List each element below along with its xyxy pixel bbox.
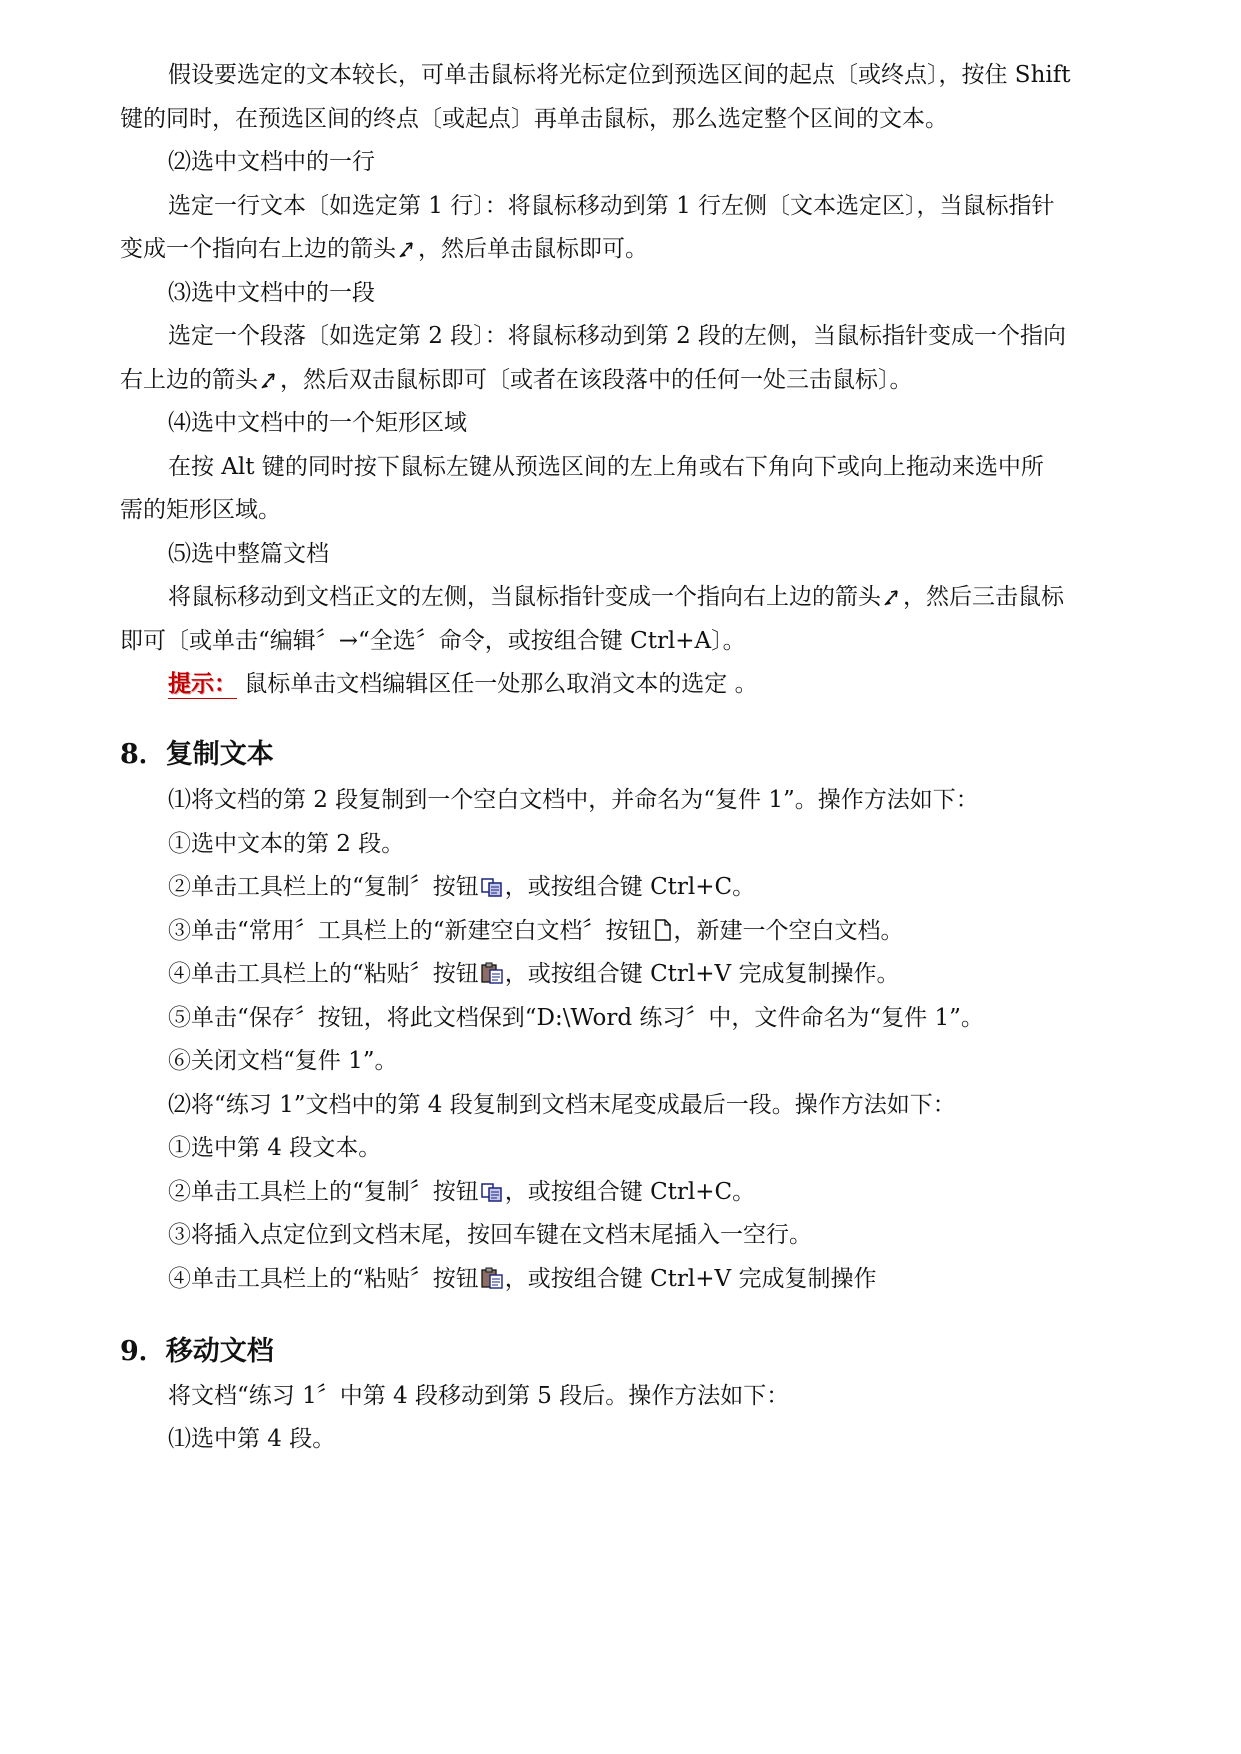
- copy-icon: [481, 877, 503, 897]
- list-item: [168, 1220, 1130, 1250]
- paragraph-line: [120, 365, 1130, 395]
- paragraph-line: [168, 60, 1130, 90]
- list-item: [168, 872, 1130, 902]
- line-text: 变成一个指向右上边的箭头: [120, 236, 396, 262]
- select-arrow-icon: [883, 587, 901, 607]
- heading-text: 8．复制文本: [120, 739, 274, 770]
- line-text: 需的矩形区域。: [120, 497, 281, 523]
- line-text: ，然后三击鼠标: [903, 584, 1064, 610]
- line-text: ②单击工具栏上的“复制〞按钮: [168, 874, 479, 900]
- list-item: [168, 278, 1130, 308]
- list-item: [168, 1003, 1130, 1033]
- line-text: 将鼠标移动到文档正文的左侧，当鼠标指针变成一个指向右上边的箭头: [168, 584, 881, 610]
- line-text: ⑤单击“保存〞按钮，将此文档保到“D:\Word 练习〞中，文件命名为“复件 1”。: [168, 1005, 984, 1031]
- paragraph-line: [120, 495, 1130, 525]
- paragraph-line: [120, 234, 1130, 264]
- list-item: [168, 785, 1130, 815]
- paragraph-line: [168, 1381, 1130, 1411]
- line-text: ⑴选中第 4 段。: [168, 1426, 336, 1452]
- select-arrow-icon: [398, 239, 416, 259]
- paragraph-line: [168, 191, 1130, 221]
- list-item: [168, 916, 1130, 946]
- line-text: ，或按组合键 Ctrl+V 完成复制操作。: [504, 961, 900, 987]
- section-heading: [120, 738, 1130, 772]
- line-text: ①选中文本的第 2 段。: [168, 831, 405, 857]
- list-item: [168, 539, 1130, 569]
- line-text: 右上边的箭头: [120, 367, 258, 393]
- line-text: ⑵选中文档中的一行: [168, 149, 375, 175]
- line-text: 在按 Alt 键的同时按下鼠标左键从预选区间的左上角或右下角向下或向上拖动来选中所: [168, 454, 1044, 480]
- list-item: [168, 1264, 1130, 1294]
- paste-icon: [481, 1267, 503, 1289]
- line-text: ⑥关闭文档“复件 1”。: [168, 1048, 398, 1074]
- list-item: [168, 1090, 1130, 1120]
- line-text: 鼠标单击文档编辑区任一处那么取消文本的选定 。: [237, 671, 758, 697]
- list-item: [168, 1133, 1130, 1163]
- line-text: ④单击工具栏上的“粘贴〞按钮: [168, 1266, 479, 1292]
- line-text: ⑸选中整篇文档: [168, 541, 329, 567]
- paragraph-line: [168, 321, 1130, 351]
- list-item: [168, 1177, 1130, 1207]
- tip-paragraph: [168, 669, 1130, 699]
- paragraph-line: [168, 582, 1130, 612]
- line-text: ①选中第 4 段文本。: [168, 1135, 382, 1161]
- line-text: 键的同时，在预选区间的终点〔或起点〕再单击鼠标，那么选定整个区间的文本。: [120, 106, 948, 132]
- line-text: ，或按组合键 Ctrl+C。: [504, 1179, 756, 1205]
- line-text: ，然后单击鼠标即可。: [418, 236, 648, 262]
- section-heading: [120, 1335, 1130, 1369]
- line-text: 将文档“练习 1〞中第 4 段移动到第 5 段后。操作方法如下：: [168, 1383, 790, 1409]
- line-text: ④单击工具栏上的“粘贴〞按钮: [168, 961, 479, 987]
- list-item: [168, 408, 1130, 438]
- heading-text: 9．移动文档: [120, 1336, 274, 1367]
- paragraph-line: [120, 626, 1130, 656]
- paragraph-line: [168, 452, 1130, 482]
- list-item: [168, 829, 1130, 859]
- line-text: ，或按组合键 Ctrl+C。: [504, 874, 756, 900]
- paragraph-line: [120, 104, 1130, 134]
- list-item: [168, 1046, 1130, 1076]
- line-text: ③将插入点定位到文档末尾，按回车键在文档末尾插入一空行。: [168, 1222, 812, 1248]
- line-text: ，然后双击鼠标即可〔或者在该段落中的任何一处三击鼠标〕。: [280, 367, 913, 393]
- tip-label: 提示：: [168, 670, 237, 699]
- line-text: 选定一个段落〔如选定第 2 段〕：将鼠标移动到第 2 段的左侧，当鼠标指针变成一个指向: [168, 323, 1067, 349]
- list-item: [168, 147, 1130, 177]
- line-text: 选定一行文本〔如选定第 1 行〕：将鼠标移动到第 1 行左侧〔文本选定区〕，当鼠标指针: [168, 193, 1055, 219]
- select-arrow-icon: [260, 370, 278, 390]
- list-item: [168, 959, 1130, 989]
- line-text: ⑴将文档的第 2 段复制到一个空白文档中，并命名为“复件 1”。操作方法如下：: [168, 787, 979, 813]
- line-text: ，或按组合键 Ctrl+V 完成复制操作: [504, 1266, 877, 1292]
- line-text: ，新建一个空白文档。: [673, 918, 904, 944]
- new-document-icon: [654, 919, 672, 941]
- copy-icon: [481, 1182, 503, 1202]
- line-text: 假设要选定的文本较长，可单击鼠标将光标定位到预选区间的起点〔或终点〕，按住 Shift: [168, 62, 1071, 88]
- line-text: ②单击工具栏上的“复制〞按钮: [168, 1179, 479, 1205]
- line-text: ⑶选中文档中的一段: [168, 280, 375, 306]
- line-text: ⑷选中文档中的一个矩形区域: [168, 410, 467, 436]
- line-text: ③单击“常用〞工具栏上的“新建空白文档〞按钮: [168, 918, 652, 944]
- line-text: 即可〔或单击“编辑〞→“全选〞命令，或按组合键 Ctrl+A〕。: [120, 628, 746, 654]
- line-text: ⑵将“练习 1”文档中的第 4 段复制到文档末尾变成最后一段。操作方法如下：: [168, 1092, 956, 1118]
- paste-icon: [481, 962, 503, 984]
- list-item: [168, 1424, 1130, 1454]
